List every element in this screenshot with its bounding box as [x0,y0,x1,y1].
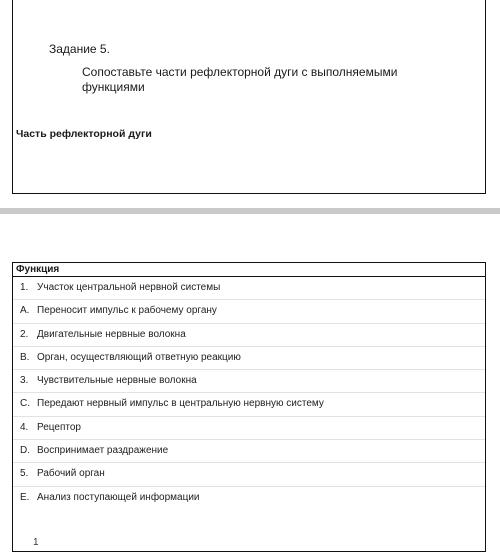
item-text: Чувствительные нервные волокна [37,375,197,387]
trailing-number: 1 [33,537,39,548]
item-text: Двигательные нервные волокна [37,328,186,340]
task-title: Задание 5. [49,42,110,56]
list-item [13,277,485,300]
list-item [13,324,485,347]
item-text: Рецептор [37,421,81,433]
item-marker: E. [20,491,30,503]
item-marker: 1. [20,282,29,293]
item-marker: B. [20,351,30,363]
item-text: Анализ поступающей информации [37,491,200,503]
item-marker: D. [20,445,30,457]
list-item [13,347,485,370]
page-divider [0,208,500,214]
task-instruction: Сопоставьте части рефлекторной дуги с выполняемыми функциями [82,65,398,94]
list-item [13,487,485,509]
item-text: Переносит импульс к рабочему органу [37,305,217,317]
item-text: Воспринимает раздражение [37,445,169,457]
item-marker: 2. [20,328,29,340]
item-text: Рабочий орган [37,468,105,480]
list-item [13,440,485,463]
functions-header: Функция [13,263,485,277]
item-marker: A. [20,305,30,317]
functions-list [13,277,485,509]
list-item [13,393,485,416]
item-marker: 4. [20,421,29,433]
item-text: Орган, осуществляющий ответную реакцию [37,351,241,363]
list-item [13,370,485,393]
list-item [13,463,485,486]
list-item [13,300,485,323]
item-marker: 3. [20,375,29,387]
functions-table [12,262,486,552]
item-marker: C. [20,398,30,410]
item-text: Передают нервный импульс в центральную нервную систему [37,398,324,410]
item-marker: 5. [20,468,29,480]
part-column-label: Часть рефлекторной дуги [16,128,152,140]
list-item [13,417,485,440]
task-box [12,0,486,194]
item-text: Участок центральной нервной системы [37,282,221,293]
